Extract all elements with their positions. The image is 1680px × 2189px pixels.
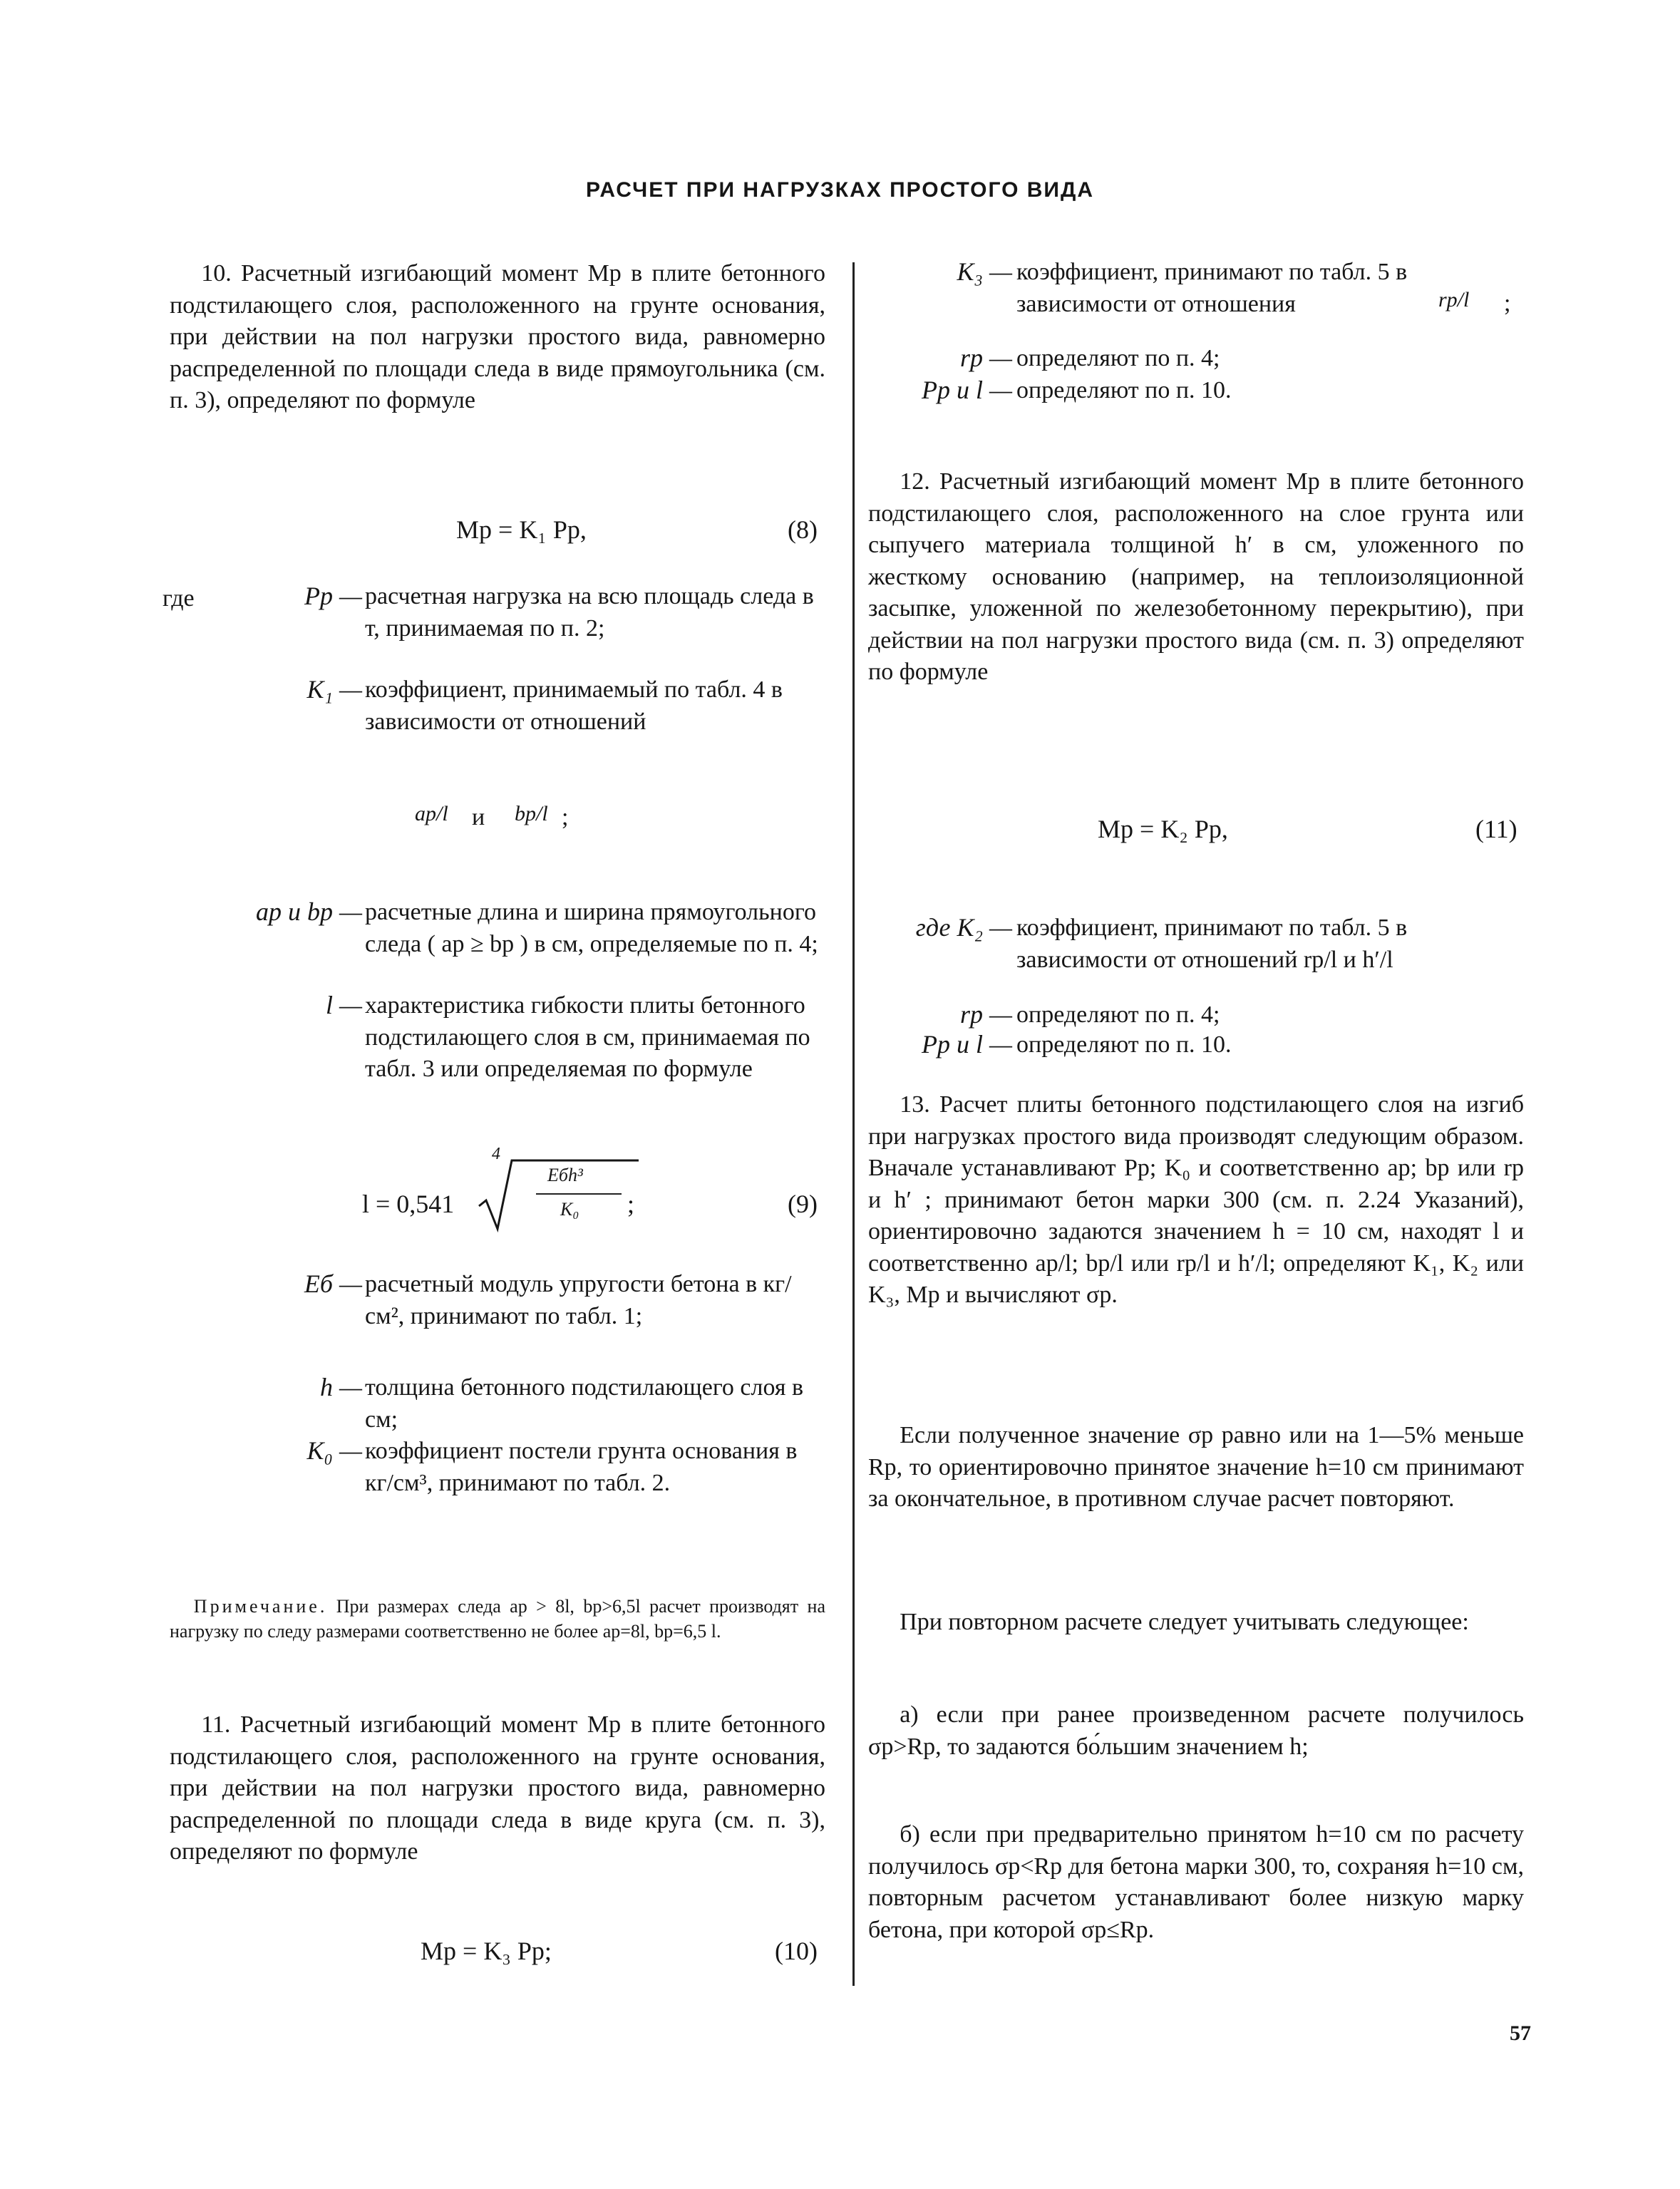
ratio-end: ; [562, 804, 569, 830]
def-k3-end: ; [1504, 290, 1511, 316]
section-title: РАСЧЕТ ПРИ НАГРУЗКАХ ПРОСТОГО ВИДА [585, 178, 1095, 202]
note-block [170, 1594, 825, 1644]
formula-8-number: (8) [788, 515, 818, 544]
def-k1-text: коэффициент, принимаемый по табл. 4 в зависимости от отношений [365, 676, 783, 735]
def-rp-text: определяют по п. 4; [1016, 345, 1220, 371]
where-label: где [163, 585, 195, 612]
note-label: Примечание. [193, 1596, 328, 1617]
formula-8: Mр = K₁ Pр, [456, 515, 587, 544]
formula-10: Mр = K₃ Pр; [421, 1937, 552, 1965]
def-h-symbol: h — [319, 1373, 362, 1401]
def-k3-symbol: K₃ — [957, 257, 1012, 286]
formula-9-root-index: 4 [492, 1145, 500, 1163]
paragraph-14: Если полученное значение σр равно или на 1—5% меньше Rр, то ориентировочно принятое значение h=10 см принимают за окончательное, в противном случае расчет повторяют. [868, 1422, 1524, 1512]
ratio-bp-l: bр/l [515, 802, 548, 825]
formula-9-denominator: K₀ [560, 1199, 579, 1220]
def-ab-text: расчетные длина и ширина прямоугольного следа ( aр ≥ bр ) в см, определяемые по п. 4; [365, 899, 818, 957]
def-eb-symbol: Eб — [304, 1269, 362, 1298]
paragraph-15: При повторном расчете следует учитывать следующее: [900, 1609, 1469, 1635]
formula-11-number: (11) [1475, 815, 1517, 843]
def-k2-text: коэффициент, принимают по табл. 5 в зависимости от отношений rр/l и h′/l [1016, 915, 1408, 973]
formula-9-numerator: Eбh³ [547, 1165, 583, 1185]
def-rp2-text: определяют по п. 4; [1016, 1001, 1220, 1028]
def-rp-symbol: rр — [959, 344, 1012, 372]
column-divider [852, 262, 855, 1986]
page-number: 57 [1510, 2021, 1531, 2045]
formula-9-left: l = 0,541 [362, 1190, 455, 1218]
paragraph-16: а) если при ранее произведенном расчете получилось σр>Rр, то задаются бо́льшим значением h; [868, 1701, 1524, 1760]
def-rp2-symbol: rр — [959, 1000, 1012, 1029]
paragraph-17: б) если при предварительно принятом h=10 см по расчету получилось σр<Rр для бетона марки 300, то, сохраняя h=10 см, повторным расчетом устанавливают более низкую марку бетона, при которой σр≤Rр. [868, 1821, 1524, 1943]
formula-9-fraction-bar [536, 1193, 622, 1195]
def-ppl2-text: определяют по п. 10. [1016, 1031, 1232, 1058]
ratio-ap-l: aр/l [415, 802, 448, 825]
def-k3-text: коэффициент, принимают по табл. 5 в зависимости от отношения [1016, 259, 1408, 317]
def-k3-ratio: rр/l [1438, 288, 1470, 311]
paragraph-10: 10. Расчетный изгибающий момент Mр в плите бетонного подстилающего слоя, расположенного на грунте основания, при действии на пол нагрузки простого вида, равномерно распределенной по площади следа в виде прямоугольника (см. п. 3), определяют по формуле [170, 260, 825, 413]
def-pp-text: расчетная нагрузка на всю площадь следа в т, принимаемая по п. 2; [365, 583, 814, 642]
def-ppl-text: определяют по п. 10. [1016, 377, 1232, 403]
paragraph-13: 13. Расчет плиты бетонного подстилающего слоя на изгиб при нагрузках простого вида производят следующим образом. Вначале устанавливают Pр; K₀ и соответственно aр; bр или rр и h′ ; принимают бетон марки 300 (см. п. 2.24 Указаний), ориентировочно задаются значением h = 10 см, находят l и соответственно aр/l; bр/l или rр/l и h′/l; определяют K₁, K₂ или K₃, Mр и вычисляют σр. [868, 1091, 1524, 1308]
formula-9-number: (9) [788, 1190, 818, 1218]
def-l-text: характеристика гибкости плиты бетонного подстилающего слоя в см, принимаемая по табл. 3 или определяемая по формуле [365, 992, 810, 1082]
formula-9-end: ; [627, 1190, 635, 1218]
def-ab-symbol: aр и bр — [255, 897, 362, 926]
def-k1-symbol: K₁ — [306, 675, 362, 704]
def-h-text: толщина бетонного подстилающего слоя в см; [365, 1374, 804, 1433]
ratio-and: и [472, 804, 485, 830]
def-k0-symbol: K₀ — [306, 1436, 362, 1465]
formula-10-number: (10) [775, 1937, 818, 1965]
paragraph-12: 12. Расчетный изгибающий момент Mр в плите бетонного подстилающего слоя, расположенного на слое грунта или сыпучего материала толщиной h′ в см, уложенного по жесткому основанию (например, на теплоизоляционной засыпке, уложенной по железобетонному перекрытию), при действии на пол нагрузки простого вида (см. п. 3) определяют по формуле [868, 468, 1524, 685]
def-ppl-symbol: Pр и l — [921, 376, 1012, 404]
note-text: При размерах следа aр > 8l, bр>6,5l расчет производят на нагрузку по следу размерами соответственно не более aр=8l, bр=6,5 l. [170, 1596, 825, 1642]
def-k2-symbol: где K₂ — [915, 913, 1012, 942]
def-k0-text: коэффициент постели грунта основания в кг/см³, принимают по табл. 2. [365, 1438, 798, 1496]
def-ppl2-symbol: Pр и l — [921, 1030, 1012, 1059]
formula-11: Mр = K₂ Pр, [1098, 815, 1228, 843]
paragraph-11: 11. Расчетный изгибающий момент Mр в плите бетонного подстилающего слоя, расположенного на грунте основания, при действии на пол нагрузки простого вида, равномерно распределенной по площади следа в виде круга (см. п. 3), определяют по формуле [170, 1711, 825, 1865]
def-pp-symbol: Pр — [304, 582, 362, 610]
def-l-symbol: l — [325, 991, 362, 1019]
def-eb-text: расчетный модуль упругости бетона в кг/см², принимают по табл. 1; [365, 1271, 792, 1329]
